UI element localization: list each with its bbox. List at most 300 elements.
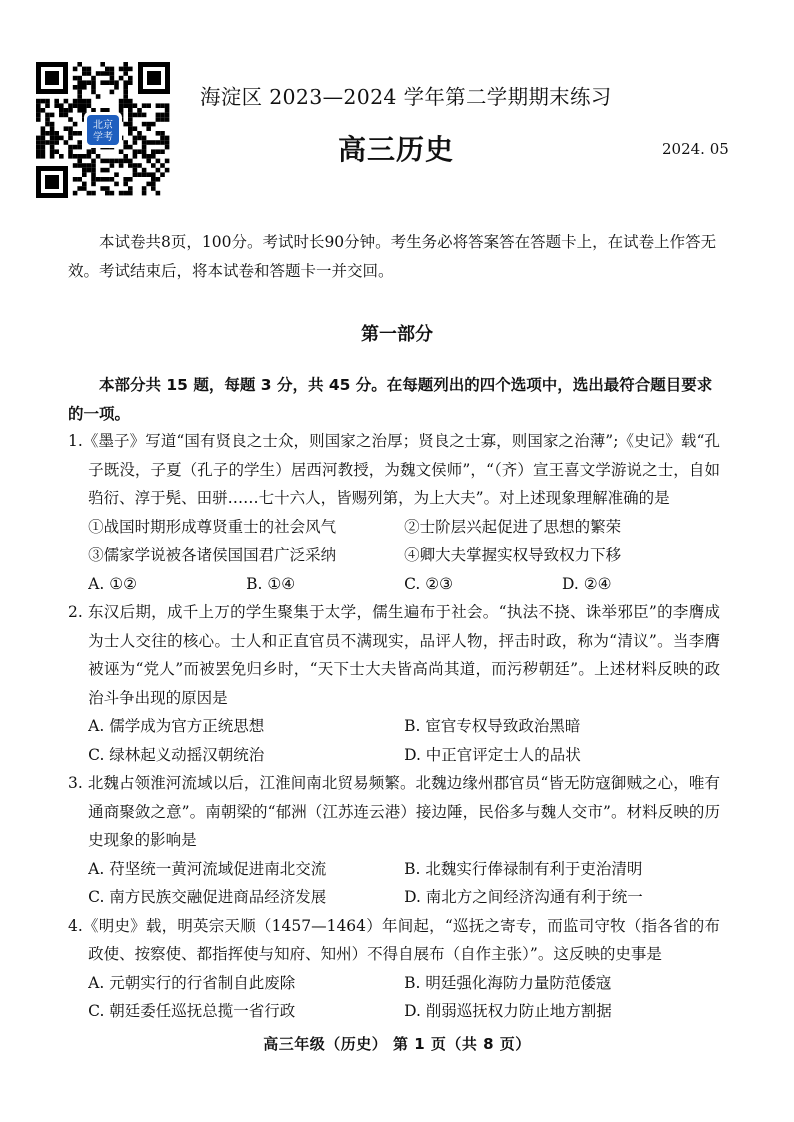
- qr-module: [137, 108, 142, 113]
- qr-module: [137, 172, 142, 177]
- qr-module: [64, 99, 69, 104]
- qr-module: [87, 67, 92, 72]
- statement: ④卿大夫掌握实权导致权力下移: [404, 546, 622, 564]
- statement: ③儒家学说被各诸侯国国君广泛采纳: [88, 546, 337, 564]
- qr-module: [133, 172, 138, 177]
- qr-module: [110, 163, 115, 168]
- qr-module: [91, 149, 96, 154]
- qr-module: [160, 140, 165, 145]
- qr-module: [146, 159, 151, 164]
- qr-module: [82, 85, 87, 90]
- qr-module: [41, 136, 46, 141]
- statement-row: [68, 513, 720, 542]
- qr-module: [82, 154, 87, 159]
- qr-module: [36, 103, 41, 108]
- qr-module: [45, 99, 50, 104]
- qr-module: [165, 140, 170, 145]
- qr-module: [151, 140, 156, 145]
- qr-module: [91, 108, 96, 113]
- question-3: [68, 769, 720, 912]
- qr-module: [77, 99, 82, 104]
- qr-module: [91, 90, 96, 95]
- qr-module: [73, 103, 78, 108]
- qr-module: [77, 154, 82, 159]
- qr-module: [87, 103, 92, 108]
- qr-module: [77, 103, 82, 108]
- qr-module: [105, 108, 110, 113]
- qr-module: [50, 140, 55, 145]
- qr-module: [50, 145, 55, 150]
- question-stem: 2. 东汉后期，成千上万的学生聚集于太学，儒生遍布于社会。“执法不挠、诛举邪臣”的李膺成为士人交往的核心。士人和正直官员不满现实，品评人物，抨击时政，称为“清议”。当李膺被诬为“党人”而被罢免归乡时，“天下士大夫皆高尚其道，而污秽朝廷”。上述材料反映的政治斗争出现的原因是: [68, 603, 720, 707]
- qr-module: [146, 172, 151, 177]
- qr-module: [128, 99, 133, 104]
- qr-module: [41, 140, 46, 145]
- qr-module: [128, 159, 133, 164]
- qr-module: [73, 122, 78, 127]
- qr-module: [123, 80, 128, 85]
- qr-module: [41, 99, 46, 104]
- qr-module: [128, 108, 133, 113]
- option-a: A. ①②: [88, 574, 137, 593]
- qr-module: [151, 122, 156, 127]
- qr-module: [119, 149, 124, 154]
- qr-module: [165, 117, 170, 122]
- qr-module: [123, 71, 128, 76]
- qr-module: [68, 145, 73, 150]
- qr-module: [142, 191, 147, 196]
- option-c: C. 南方民族交融促进商品经济发展: [88, 888, 327, 906]
- qr-module: [128, 113, 133, 118]
- qr-module: [133, 163, 138, 168]
- qr-module: [91, 191, 96, 196]
- page-footer: 高三年级（历史） 第 1 页（共 8 页）: [263, 1035, 531, 1053]
- qr-module: [54, 149, 59, 154]
- qr-module: [151, 149, 156, 154]
- qr-module: [77, 62, 82, 67]
- qr-module: [110, 177, 115, 182]
- qr-module: [68, 154, 73, 159]
- qr-module: [142, 172, 147, 177]
- qr-module: [123, 182, 128, 187]
- qr-module: [128, 117, 133, 122]
- qr-module: [82, 71, 87, 76]
- qr-module: [142, 154, 147, 159]
- qr-module: [50, 122, 55, 127]
- qr-module: [146, 140, 151, 145]
- qr-module: [146, 182, 151, 187]
- qr-module: [36, 140, 41, 145]
- qr-module: [87, 168, 92, 173]
- qr-module: [119, 191, 124, 196]
- qr-module: [64, 126, 69, 131]
- qr-module: [165, 145, 170, 150]
- qr-module: [123, 145, 128, 150]
- qr-module: [82, 182, 87, 187]
- qr-module: [64, 113, 69, 118]
- option-row: [68, 741, 720, 770]
- qr-module: [73, 163, 78, 168]
- qr-module: [36, 113, 41, 118]
- qr-module: [160, 163, 165, 168]
- qr-module: [119, 103, 124, 108]
- qr-module: [59, 154, 64, 159]
- qr-module: [133, 154, 138, 159]
- question-list: [68, 427, 720, 1026]
- option-row: [68, 570, 720, 599]
- qr-module: [105, 80, 110, 85]
- qr-module: [142, 168, 147, 173]
- question-stem: 4.《明史》载，明英宗天顺（1457—1464）年间起，“巡抚之寄专，而监司守牧（指各省的布政使、按察使、都指挥使与知府、知州）不得自展布（自作主张）”。这反映的史事是: [68, 916, 720, 963]
- qr-module: [77, 90, 82, 95]
- qr-module: [50, 131, 55, 136]
- qr-module: [91, 168, 96, 173]
- qr-module: [68, 131, 73, 136]
- qr-module: [45, 131, 50, 136]
- option-b: B. 宦官专权导致政治黑暗: [404, 717, 581, 735]
- qr-module: [133, 103, 138, 108]
- qr-module: [128, 122, 133, 127]
- qr-module: [36, 99, 41, 104]
- qr-module: [73, 145, 78, 150]
- qr-module: [151, 163, 156, 168]
- qr-module: [105, 191, 110, 196]
- qr-module: [82, 103, 87, 108]
- exam-date: 2024. 05: [662, 140, 729, 158]
- qr-module: [105, 159, 110, 164]
- qr-module: [142, 103, 147, 108]
- qr-module: [105, 177, 110, 182]
- qr-module: [82, 80, 87, 85]
- option-c: C. 朝廷委任巡抚总揽一省行政: [88, 1002, 296, 1020]
- qr-module: [142, 145, 147, 150]
- qr-module: [123, 85, 128, 90]
- qr-module: [41, 145, 46, 150]
- qr-module: [50, 149, 55, 154]
- qr-module: [142, 122, 147, 127]
- qr-module: [87, 163, 92, 168]
- qr-module: [119, 76, 124, 81]
- qr-module: [165, 113, 170, 118]
- qr-module: [128, 191, 133, 196]
- qr-module: [133, 136, 138, 141]
- qr-module: [91, 177, 96, 182]
- qr-module: [82, 99, 87, 104]
- qr-module: [146, 126, 151, 131]
- qr-module: [91, 182, 96, 187]
- qr-module: [77, 85, 82, 90]
- exam-title: 海淀区 2023—2024 学年第二学期期末练习: [200, 85, 612, 109]
- qr-module: [128, 145, 133, 150]
- qr-module: [77, 140, 82, 145]
- qr-module: [151, 154, 156, 159]
- qr-module: [128, 177, 133, 182]
- option-d: D. ②④: [562, 574, 612, 593]
- qr-module: [114, 159, 119, 164]
- qr-module: [119, 159, 124, 164]
- qr-module: [123, 177, 128, 182]
- qr-module: [41, 108, 46, 113]
- qr-module: [133, 126, 138, 131]
- qr-module: [73, 76, 78, 81]
- qr-module: [45, 113, 50, 118]
- qr-module: [73, 85, 78, 90]
- qr-module: [128, 163, 133, 168]
- qr-module: [100, 168, 105, 173]
- qr-module: [156, 117, 161, 122]
- qr-module: [87, 80, 92, 85]
- qr-module: [77, 94, 82, 99]
- qr-module: [91, 85, 96, 90]
- qr-module: [123, 159, 128, 164]
- qr-module: [133, 149, 138, 154]
- qr-module: [68, 103, 73, 108]
- qr-module: [160, 136, 165, 141]
- option-row: [68, 855, 720, 884]
- qr-module: [128, 67, 133, 72]
- section-title: 第一部分: [361, 324, 433, 345]
- qr-module: [105, 186, 110, 191]
- qr-module: [100, 177, 105, 182]
- qr-module: [156, 103, 161, 108]
- qr-module: [160, 149, 165, 154]
- qr-module: [160, 131, 165, 136]
- qr-module: [123, 140, 128, 145]
- qr-module: [96, 177, 101, 182]
- exam-instructions: 本试卷共8页，100分。考试时长90分钟。考生务必将答案答在答题卡上，在试卷上作答无效。考试结束后，将本试卷和答题卡一并交回。: [68, 233, 717, 280]
- qr-module: [151, 186, 156, 191]
- qr-module: [73, 67, 78, 72]
- qr-module: [133, 168, 138, 173]
- option-row: [68, 883, 720, 912]
- option-d: D. 中正官评定士人的品状: [404, 745, 581, 764]
- qr-module: [123, 103, 128, 108]
- qr-module: [50, 113, 55, 118]
- qr-module: [73, 99, 78, 104]
- qr-module: [119, 67, 124, 72]
- qr-module: [128, 131, 133, 136]
- qr-module: [91, 76, 96, 81]
- qr-module: [156, 149, 161, 154]
- qr-module: [50, 154, 55, 159]
- qr-module: [123, 99, 128, 104]
- qr-module: [82, 67, 87, 72]
- option-row: [68, 969, 720, 998]
- qr-module: [156, 177, 161, 182]
- qr-module: [77, 159, 82, 164]
- qr-module: [77, 76, 82, 81]
- qr-module: [128, 76, 133, 81]
- qr-module: [50, 126, 55, 131]
- qr-module: [123, 191, 128, 196]
- qr-module: [54, 131, 59, 136]
- qr-module: [110, 67, 115, 72]
- qr-module: [119, 163, 124, 168]
- qr-module: [68, 108, 73, 113]
- qr-module: [59, 113, 64, 118]
- qr-module: [82, 108, 87, 113]
- qr-module: [133, 113, 138, 118]
- qr-module: [41, 154, 46, 159]
- qr-module: [128, 80, 133, 85]
- qr-module: [41, 131, 46, 136]
- qr-module: [100, 62, 105, 67]
- qr-module: [156, 140, 161, 145]
- qr-module: [156, 113, 161, 118]
- section-note: 本部分共 15 题，每题 3 分，共 45 分。在每题列出的四个选项中，选出最符合题目要求的一项。: [68, 376, 713, 423]
- qr-module: [110, 90, 115, 95]
- qr-module: [64, 108, 69, 113]
- qr-module: [165, 108, 170, 113]
- qr-module: [165, 103, 170, 108]
- qr-module: [146, 122, 151, 127]
- qr-module: [45, 103, 50, 108]
- qr-module: [110, 76, 115, 81]
- qr-module: [36, 154, 41, 159]
- qr-module: [146, 154, 151, 159]
- qr-module: [105, 71, 110, 76]
- qr-module: [77, 163, 82, 168]
- qr-module: [91, 163, 96, 168]
- qr-module: [123, 62, 128, 67]
- qr-module: [119, 99, 124, 104]
- qr-module: [59, 103, 64, 108]
- qr-module: [41, 149, 46, 154]
- qr-module: [59, 108, 64, 113]
- qr-module: [73, 177, 78, 182]
- qr-module: [45, 140, 50, 145]
- qr-module: [156, 168, 161, 173]
- qr-module: [165, 159, 170, 164]
- qr-module: [128, 103, 133, 108]
- option-c: C. ②③: [404, 574, 454, 593]
- qr-module: [137, 149, 142, 154]
- option-a: A. 元朝实行的行省制自此废除: [88, 973, 296, 992]
- option-row: [68, 997, 720, 1026]
- question-stem: 3. 北魏占领淮河流域以后，江淮间南北贸易频繁。北魏边缘州郡官员“皆无防寇御贼之心，唯有通商聚敛之意”。南朝梁的“郁洲（江苏连云港）接边陲，民俗多与魏人交市”。材料反映的历史现象的影响是: [68, 774, 720, 849]
- qr-module: [123, 90, 128, 95]
- qr-module: [64, 140, 69, 145]
- qr-module: [165, 136, 170, 141]
- qr-module: [45, 117, 50, 122]
- qr-module: [119, 108, 124, 113]
- qr-module: [160, 103, 165, 108]
- qr-module: [73, 154, 78, 159]
- statement: ①战国时期形成尊贤重士的社会风气: [88, 517, 337, 536]
- qr-module: [142, 140, 147, 145]
- qr-module: [68, 126, 73, 131]
- qr-module: [114, 85, 119, 90]
- qr-module: [156, 159, 161, 164]
- statement-row: [68, 541, 720, 570]
- qr-module: [54, 103, 59, 108]
- qr-module: [36, 136, 41, 141]
- option-c: C. 绿林起义动摇汉朝统治: [88, 745, 265, 764]
- qr-module: [91, 159, 96, 164]
- qr-module: [77, 186, 82, 191]
- option-b: B. 北魏实行俸禄制有利于吏治清明: [404, 859, 643, 878]
- qr-module: [100, 108, 105, 113]
- qr-module: [96, 94, 101, 99]
- qr-module: [59, 136, 64, 141]
- qr-module: [123, 154, 128, 159]
- qr-module: [36, 145, 41, 150]
- qr-module: [128, 126, 133, 131]
- qr-module: [110, 191, 115, 196]
- qr-module: [73, 191, 78, 196]
- qr-module: [68, 117, 73, 122]
- qr-module: [87, 71, 92, 76]
- option-row: [68, 712, 720, 741]
- question-4: [68, 912, 720, 1026]
- qr-module: [68, 149, 73, 154]
- qr-module: [105, 168, 110, 173]
- qr-module: [82, 168, 87, 173]
- qr-code-image: [34, 60, 172, 200]
- qr-module: [36, 149, 41, 154]
- qr-module: [36, 117, 41, 122]
- qr-module: [123, 67, 128, 72]
- qr-module: [45, 122, 50, 127]
- qr-module: [110, 159, 115, 164]
- qr-module: [73, 131, 78, 136]
- qr-module: [156, 191, 161, 196]
- statement: ②士阶层兴起促进了思想的繁荣: [404, 517, 622, 536]
- qr-module: [142, 113, 147, 118]
- svg-text:北京: 北京: [93, 120, 113, 131]
- qr-module: [110, 71, 115, 76]
- qr-module: [91, 80, 96, 85]
- svg-text:学考: 学考: [93, 132, 113, 143]
- qr-module: [114, 80, 119, 85]
- option-d: D. 削弱巡抚权力防止地方割据: [404, 1002, 612, 1020]
- qr-module: [77, 80, 82, 85]
- qr-module: [110, 80, 115, 85]
- qr-module: [105, 67, 110, 72]
- qr-module: [100, 159, 105, 164]
- qr-module: [137, 136, 142, 141]
- qr-module: [82, 163, 87, 168]
- qr-module: [87, 149, 92, 154]
- option-b: B. 明廷强化海防力量防范倭寇: [404, 973, 612, 992]
- option-b: B. ①④: [246, 574, 296, 593]
- qr-module: [137, 163, 142, 168]
- qr-module: [123, 122, 128, 127]
- qr-module: [91, 172, 96, 177]
- qr-module: [156, 131, 161, 136]
- qr-module: [96, 154, 101, 159]
- qr-module: [114, 182, 119, 187]
- qr-module: [160, 117, 165, 122]
- qr-module: [82, 172, 87, 177]
- qr-module: [160, 113, 165, 118]
- subject-title: 高三历史: [338, 133, 455, 166]
- qr-module: [142, 149, 147, 154]
- qr-module: [87, 99, 92, 104]
- qr-module: [151, 177, 156, 182]
- qr-module: [50, 136, 55, 141]
- qr-module: [114, 172, 119, 177]
- qr-module: [54, 99, 59, 104]
- qr-module: [137, 113, 142, 118]
- qr-module: [77, 177, 82, 182]
- qr-module: [87, 191, 92, 196]
- question-2: [68, 598, 720, 769]
- qr-module: [77, 108, 82, 113]
- qr-module: [68, 136, 73, 141]
- qr-module: [146, 103, 151, 108]
- question-stem: 1.《墨子》写道“国有贤良之士众，则国家之治厚；贤良之士寡，则国家之治薄”;《史记》载“孔子既没，子夏（孔子的学生）居西河教授，为魏文侯师”，“（齐）宣王喜文学游说之士，自如驺衍、淳于髡、田骈……七十六人，皆赐列第，为上大夫”。对上述现象理解准确的是: [68, 432, 720, 507]
- qr-module: [77, 131, 82, 136]
